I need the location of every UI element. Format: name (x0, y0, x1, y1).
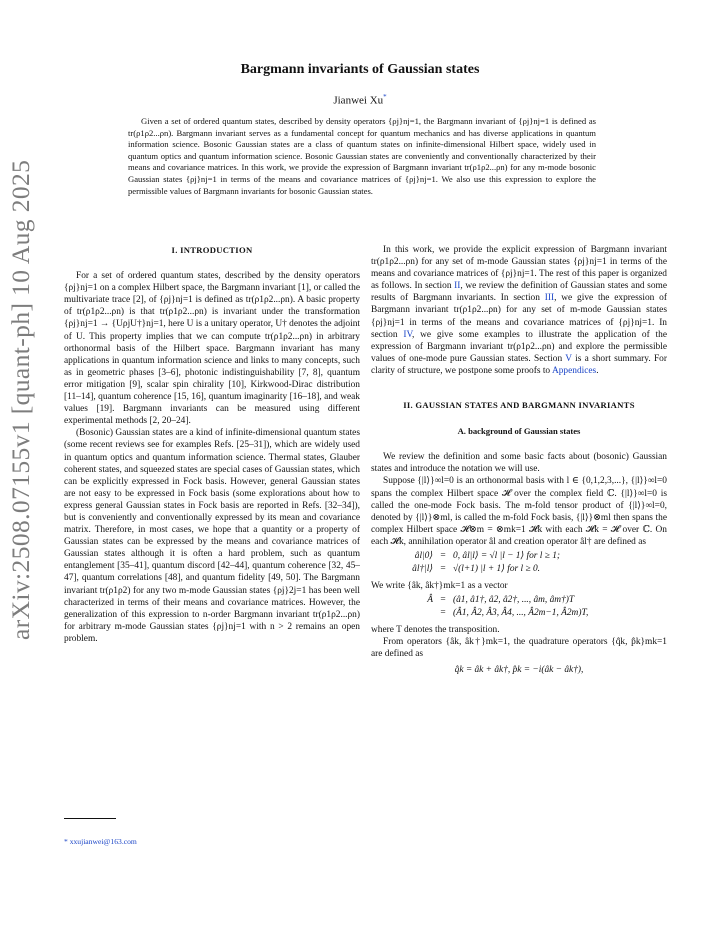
arxiv-identifier-stamp: arXiv:2508.07155v1 [quant-ph] 10 Aug 2025 (6, 159, 35, 640)
equation-quadrature: q̂k = âk + âk†, p̂k = −i(âk − âk†), (454, 665, 584, 676)
equation-vector-a: Â = (â1, â1†, â2, â2†, ..., âm, âm†)T = (Â1, Â2, Â3, Â4, ..., Â2m−1, Â2m)T, (427, 595, 589, 619)
transposition-text: where T denotes the transposition. (371, 625, 500, 636)
footnote-divider (64, 818, 116, 819)
intro-paragraph-3: In this work, we provide the explicit expression of Bargmann invariant tr(ρ1ρ2...ρn) for any set of m-mode Gaussian states {ρj}nj=1 in terms of the means and covariance matrices of {ρj}nj=1. The rest of this paper is organized as follows. In section II, we review the definition of Gaussian states and some results of Bargmann invariants. In section III, we give the expression of Bargmann invariant tr(ρ1ρ2...ρn) for any set of m-mode Gaussian states {ρj}nj=1 in terms of the means and covariance matrices of {ρj}nj=1. In section IV, we give some examples to illustrate the application of the expression of Bargmann invariant tr(ρ1ρ2...ρn) and explore the permissible values of one-mode pure Gaussian states. Section V is a short summary. For clarity of structure, we postpone some proofs to Appendices. (371, 245, 667, 376)
author-footnote-mark[interactable]: * (383, 93, 387, 101)
right-column (371, 244, 667, 678)
author-line (0, 93, 720, 107)
section-heading-gaussian-states: II. GAUSSIAN STATES AND BARGMANN INVARIANTS (403, 400, 635, 411)
abstract (128, 116, 596, 197)
vector-intro-text: We write {âk, âk†}mk=1 as a vector (371, 580, 508, 591)
section-link-v[interactable]: V (565, 353, 572, 364)
intro-paragraph-1: For a set of ordered quantum states, described by the density operators {ρj}nj=1 on a complex Hilbert space, the Bargmann invariant [1], or called the multivariate trace [2], of {ρj}nj=1 is defined as tr(ρ1ρ2...ρn). A basic property of tr(ρ1ρ2...ρn) is that tr(ρ1ρ2...ρn) is invariant under the transformation {ρj}nj=1 → {UρjU†}nj=1, here U is a unitary operator, U† denotes the adjoint of U. This property implies that we can compute tr(ρ1ρ2...ρn) in arbitrary orthonormal basis of the Hilbert space. Bargmann invariant has many applications in quantum information science and links to many concepts, such as in geometric phases [3–6], photonic indistinguishability [7, 8], quantum error mitigation [9], scalar spin chirality [10], Kirkwood-Dirac distribution [11–14], quantum coherence [15, 16], quantum imaginarity [16–18], and weak values [19]. Bargmann invariants can be measured using different experimental methods [2, 20–24]. (64, 271, 360, 427)
section-link-iv[interactable]: IV (403, 329, 413, 340)
intro-paragraph-2: (Bosonic) Gaussian states are a kind of infinite-dimensional quantum states (some recent reviews see for examples Refs. [25–31]), which are widely used in quantum optics and quantum information science. Thermal states, Glauber coherent states, and squeezed states are special cases of Gaussian states, which can be explicitly expressed in Fock basis. However, general Gaussian states are not easy to be expressed in Fock basis (some explorations about how to express general Gaussian states in Fock basis are reported in Refs. [32–34]), but is conveniently and conventionally expressed by its mean and covariance matrix. Therefore, in most cases, we hope that a quantity or a property of Gaussian states can be expressed by the means and covariance matrices of Gaussian states although it is often a hard problem, such as quantum entanglement [35–41], quantum discord [42–44], quantum coherence [32, 45–47], quantum correlations [48], and quantum fidelity [49, 50]. The Bargmann invariant tr(ρ1ρ2) for any two m-mode Gaussian states {ρj}2j=1 has been well characterized in terms of their means and covariance matrices. However, the generalization of this expression to n-order Bargmann invariant tr(ρ1ρ2...ρn) for arbitrary m-mode Gaussian states {ρj}nj=1 with n > 2 remains an open problem. (64, 428, 360, 644)
appendices-link[interactable]: Appendices (551, 365, 597, 376)
equation-annihilation-creation: âl|0⟩ = 0, âl|l⟩ = √l |l − 1⟩ for l ≥ 1; âl†|l⟩ = √(l+1) |l + 1⟩ for l ≥ 0. (412, 550, 561, 574)
author-email-footnote[interactable]: * xxujianwei@163.com (64, 837, 137, 846)
section-link-ii[interactable]: II (454, 281, 461, 292)
sec2-paragraph-1: We review the definition and some basic facts about (bosonic) Gaussian states and introduce the notation we will use. (371, 452, 667, 475)
abstract-text: Given a set of ordered quantum states, described by density operators {ρj}nj=1, the Bargmann invariant of {ρj}nj=1 is defined as tr(ρ1ρ2...ρn). Bargmann invariant serves as a fundamental concept for quantum mechanics and has diverse applications in quantum information science. Bosonic Gaussian states are a class of quantum states on infinite-dimensional Hilbert space, widely used in quantum optics and quantum information science. Bosonic Gaussian states are conveniently and conventionally characterized by their means and covariance matrices. In this work, we provide the expression of Bargmann invariant tr(ρ1ρ2...ρn) for any m-mode bosonic Gaussian states {ρj}nj=1 in terms of the means and covariance matrices of {ρj}nj=1. We also use this expression to explore the permissible values of Bargmann invariants for bosonic Gaussian states. (128, 116, 596, 196)
quadrature-text: From operators {âk, âk†}mk=1, the quadrature operators {q̂k, p̂k}mk=1 are defined as (371, 637, 667, 660)
paper-title: Bargmann invariants of Gaussian states (240, 62, 480, 77)
subsection-heading-background: A. background of Gaussian states (457, 426, 581, 437)
section-heading-introduction: I. INTRODUCTION (171, 245, 253, 255)
author-name: Jianwei Xu (333, 94, 384, 107)
left-column (64, 244, 360, 645)
section-link-iii[interactable]: III (544, 293, 555, 304)
sec2-paragraph-2: Suppose {|l⟩}∞l=0 is an orthonormal basis with l ∈ {0,1,2,3,...}, {|l⟩}∞l=0 spans the complex Hilbert space 𝓗 over the complex field ℂ. {|l⟩}∞l=0 is called the one-mode Fock basis. The m-fold tensor product of {|l⟩}∞l=0, denoted by {|l⟩}⊗ml, is called the m-fold Fock basis, {|l⟩}⊗ml then spans the complex Hilbert space 𝓗⊗m = ⊗mk=1 𝓗k with each 𝓗k = 𝓗 over ℂ. On each 𝓗k, annihilation operator âl and creation operator âl† are defined as (371, 476, 667, 547)
